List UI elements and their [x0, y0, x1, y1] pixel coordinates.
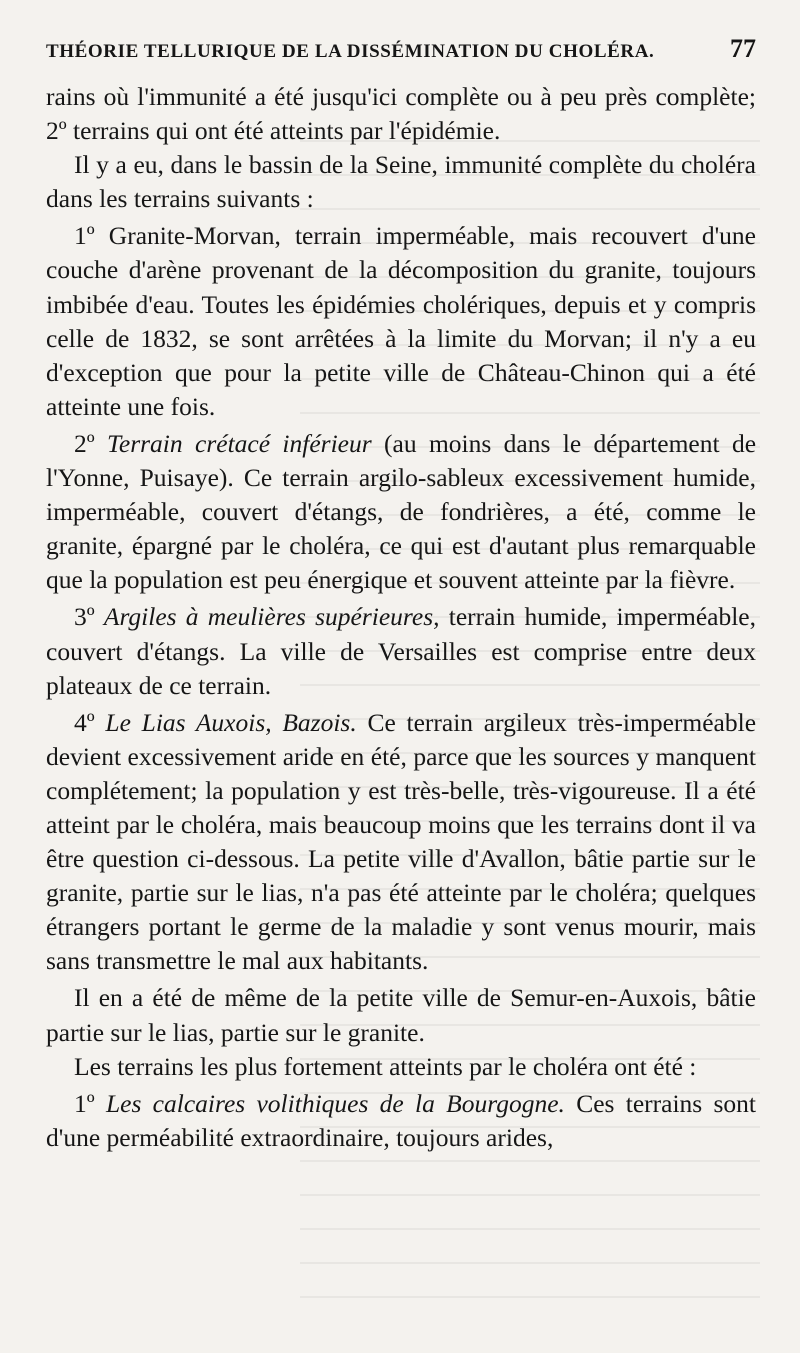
paragraph-continuation: rains où l'immunité a été jusqu'ici complète ou à peu près complète; 2º terrains qui ont été atteints par l'épidémie. [46, 82, 756, 146]
running-header [46, 34, 756, 80]
body-text [46, 80, 756, 1155]
paragraph-lias: 4º Le Lias Auxois, Bazois. Ce terrain argileux très-imperméable devient excessivement aride en été, parce que les sources y manquent complétement; la population y est très-belle, très-vigoureuse. Il a été atteint par le choléra, mais beaucoup moins que les terrains dont il va être question ci-dessous. La petite ville d'Avallon, bâtie partie sur le granite, partie sur le lias, n'a pas été atteinte par le choléra; quelques étrangers portant le germe de la maladie y sont venus mourir, mais sans transmettre le mal aux habitants. [46, 707, 757, 976]
item-number: 1º [74, 221, 95, 251]
italic-term: Terrain crétacé inférieur [107, 428, 372, 458]
italic-term: Argiles à meulières supérieures, [103, 602, 440, 632]
italic-term: Les calcaires volithiques de la Bourgogne. [105, 1088, 565, 1118]
paragraph-immunity: Il y a eu, dans le bassin de la Seine, immunité complète du choléra dans les terrains suivants : [46, 150, 756, 214]
page-number: 77 [730, 34, 756, 63]
item-number: 1º [74, 1088, 95, 1118]
item-number: 2º [74, 428, 95, 458]
paragraph-cretace: 2º Terrain crétacé inférieur (au moins dans le département de l'Yonne, Puisaye). Ce terrain argilo-sableux excessivement humide, imperméable, couvert d'étangs, de fondrières, a été, comme le granite, épargné par le choléra, ce qui est d'autant plus remarquable que la population est peu énergique et souvent atteinte par la fièvre. [46, 428, 757, 595]
item-number: 3º [74, 602, 95, 632]
paragraph-granite: 1º Granite-Morvan, terrain imperméable, mais recouvert d'une couche d'arène provenant de la décomposition du granite, toujours imbibée d'eau. Toutes les épidémies cholériques, depuis et y compris celle de 1832, se sont arrêtées à la limite du Morvan; il n'y a eu d'exception que pour la petite ville de Château-Chinon qui a été atteinte une fois. [46, 221, 756, 421]
item-number: 4º [74, 707, 95, 737]
paragraph-atteints: Les terrains les plus fortement atteints par le choléra ont été : [74, 1051, 697, 1081]
paragraph-calcaires: 1º Les calcaires volithiques de la Bourgogne. Ces terrains sont d'une perméabilité extraordinaire, toujours arides, [46, 1088, 757, 1152]
paragraph-argiles: 3º Argiles à meulières supérieures, terrain humide, imperméable, couvert d'étangs. La ville de Versailles est comprise entre deux plateaux de ce terrain. [46, 602, 757, 700]
italic-term: Le Lias Auxois, Bazois. [105, 707, 357, 737]
header-title: THÉORIE TELLURIQUE DE LA DISSÉMINATION DU CHOLÉRA. [46, 41, 655, 62]
paragraph-semur: Il en a été de même de la petite ville de Semur-en-Auxois, bâtie partie sur le lias, partie sur le granite. [46, 983, 756, 1047]
